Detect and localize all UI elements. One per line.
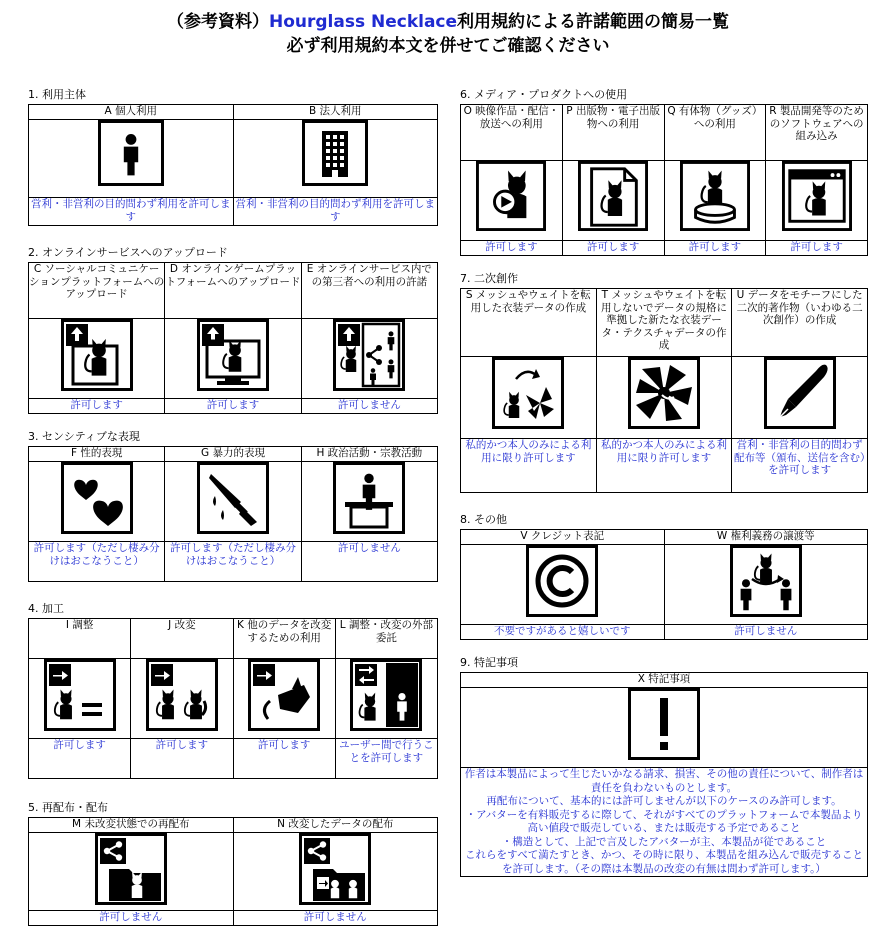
verdict-cell: 許可しません (233, 911, 438, 926)
verdict-cell: 私的かつ本人のみによる利用に限り許可します (461, 439, 597, 493)
verdict-cell: 許可します（ただし棲み分けはおこなうこと） (29, 542, 165, 582)
verdict-cell: 営利・非営利の目的問わず利用を許可します (29, 198, 234, 226)
header-cell: P 出版物・電子出版物への利用 (562, 105, 664, 161)
header-cell: B 法人利用 (233, 105, 438, 120)
modify-icon (146, 659, 218, 731)
icon-cell (29, 833, 234, 911)
verdict-cell: 許可します (562, 241, 664, 256)
permission-table (28, 262, 438, 414)
verdict-cell: ユーザー間で行うことを許可します (335, 739, 437, 779)
note-line: これらをすべて満たすとき、かつ、その時に限り、本製品を組み込んで販売することを許可します。（その際は本製品の改変の有無は問わず許可します。） (465, 849, 863, 875)
verdict-cell: 許可します（ただし棲み分けはおこなうこと） (165, 542, 301, 582)
header-cell: A 個人利用 (29, 105, 234, 120)
icon-cell (233, 833, 438, 911)
verdict-cell: 許可しません (664, 625, 868, 640)
note-line: 再配布について、基本的には許可しませんが以下のケースのみ許可します。 (486, 795, 842, 807)
adjust-icon (44, 659, 116, 731)
outsource-icon (350, 659, 422, 731)
icon-cell (664, 161, 766, 241)
header-cell: V クレジット表記 (461, 530, 665, 545)
title-prefix: （参考資料） (166, 12, 269, 32)
header-cell: S メッシュやウェイトを転用した衣装データの作成 (461, 289, 597, 357)
verdict-cell: 営利・非営利の目的問わず利用を許可します (233, 198, 438, 226)
header-cell: J 改変 (131, 619, 233, 659)
section-sensitive-expression (28, 430, 438, 582)
header-cell: R 製品開発等のためのソフトウェアへの組み込み (766, 105, 868, 161)
share-users-icon (333, 319, 405, 391)
figure-icon (680, 161, 750, 231)
permission-table (460, 672, 868, 877)
icon-cell (562, 161, 664, 241)
icon-cell (596, 357, 732, 439)
icon-cell (664, 545, 868, 625)
section-redistribution (28, 801, 438, 926)
verdict-cell: 許可します (29, 739, 131, 779)
verdict-cell: 私的かつ本人のみによる利用に限り許可します (596, 439, 732, 493)
icon-cell (165, 462, 301, 542)
header-cell: U データをモチーフにした二次的著作物（いわゆる二次創作）の作成 (732, 289, 868, 357)
header-cell: N 改変したデータの配布 (233, 818, 438, 833)
header-cell: L 調整・改変の外部委託 (335, 619, 437, 659)
outfit-icon (492, 357, 564, 429)
header-cell: X 特記事項 (461, 673, 868, 688)
permission-table (28, 446, 438, 582)
verdict-cell: 許可します (233, 739, 335, 779)
section-title: 6. メディア・プロダクトへの使用 (460, 88, 628, 101)
section-title: 7. 二次創作 (460, 272, 518, 285)
permission-table (460, 104, 868, 256)
section-online-upload (28, 246, 438, 414)
icon-cell (29, 319, 165, 399)
header-cell: M 未改変状態での再配布 (29, 818, 234, 833)
podium-icon (333, 462, 405, 534)
icon-cell (732, 357, 868, 439)
header-cell: D オンラインゲームプラットフォームへのアップロード (165, 263, 301, 319)
section-title: 9. 特記事項 (460, 656, 518, 669)
icon-cell (461, 357, 597, 439)
section-title: 8. その他 (460, 513, 507, 526)
header-cell: C ソーシャルコミュニケーションプラットフォームへのアップロード (29, 263, 165, 319)
header-cell: T メッシュやウェイトを転用しないでデータの規格に準拠した新たな衣装データ・テクスチャデータの作成 (596, 289, 732, 357)
upload-cat-icon (61, 319, 133, 391)
software-icon (782, 161, 852, 231)
section-processing (28, 602, 438, 779)
section-derivative-works (460, 272, 868, 493)
icon-cell (29, 120, 234, 198)
verdict-cell: 許可します (664, 241, 766, 256)
permission-table (28, 104, 438, 226)
icon-cell (165, 319, 301, 399)
icon-cell (29, 659, 131, 739)
notes-cell (461, 768, 868, 877)
section-media-product (460, 88, 868, 256)
header-cell: G 暴力的表現 (165, 447, 301, 462)
title-product-name: Hourglass Necklace (268, 12, 458, 32)
header-cell: W 権利義務の譲渡等 (664, 530, 868, 545)
icon-cell (461, 688, 868, 768)
header-cell: E オンラインサービス内での第三者への利用の許諾 (301, 263, 437, 319)
icon-cell (131, 659, 233, 739)
verdict-cell: 許可しません (29, 911, 234, 926)
title-line-1 (0, 10, 896, 34)
copyright-icon (526, 545, 598, 617)
transfer-icon (730, 545, 802, 617)
verdict-cell: 許可しません (301, 542, 437, 582)
section-title: 1. 利用主体 (28, 88, 86, 101)
permission-table (28, 618, 438, 779)
header-cell: F 性的表現 (29, 447, 165, 462)
permission-table (28, 817, 438, 926)
page-title (0, 10, 896, 58)
building-icon (302, 120, 368, 186)
upload-monitor-icon (197, 319, 269, 391)
icon-cell (301, 462, 437, 542)
verdict-cell: 許可します (766, 241, 868, 256)
permission-table (460, 288, 868, 493)
note-line: 作者は本製品によって生じたいかなる請求、損害、その他の責任について、制作者は責任を負わないものとします。 (464, 768, 864, 794)
verdict-cell: 営利・非営利の目的問わず配布等（頒布、送信を含む）を許可します (732, 439, 868, 493)
icon-cell (335, 659, 437, 739)
person-icon (98, 120, 164, 186)
icon-cell (461, 545, 665, 625)
reuse-icon (248, 659, 320, 731)
new-outfit-icon (628, 357, 700, 429)
header-cell: I 調整 (29, 619, 131, 659)
icon-cell (29, 462, 165, 542)
exclamation-icon (628, 688, 700, 760)
icon-cell (233, 659, 335, 739)
section-other (460, 513, 868, 640)
icon-cell (301, 319, 437, 399)
section-title: 5. 再配布・配布 (28, 801, 108, 814)
icon-cell (766, 161, 868, 241)
note-line: ・構造として、上記で言及したアバターが主、本製品が従であること (501, 835, 827, 848)
header-cell: Q 有体物（グッズ）への利用 (664, 105, 766, 161)
verdict-cell: 許可します (29, 399, 165, 414)
note-line: ・アバターを有料販売するに際して、それがすべてのプラットフォームで本製品より高い値段で販売している、または販売する予定であること (465, 808, 863, 834)
verdict-cell: 不要ですがあると嬉しいです (461, 625, 665, 640)
share-folder-icon (95, 833, 167, 905)
verdict-cell: 許可します (131, 739, 233, 779)
icon-cell (461, 161, 563, 241)
section-special-notes (460, 656, 868, 877)
hearts-icon (61, 462, 133, 534)
header-cell: O 映像作品・配信・放送への利用 (461, 105, 563, 161)
section-usage-subject (28, 88, 438, 226)
header-cell: H 政治活動・宗教活動 (301, 447, 437, 462)
knife-icon (197, 462, 269, 534)
verdict-cell: 許可しません (301, 399, 437, 414)
section-title: 4. 加工 (28, 602, 64, 615)
video-icon (476, 161, 546, 231)
verdict-cell: 許可します (461, 241, 563, 256)
share-modified-icon (299, 833, 371, 905)
publication-icon (578, 161, 648, 231)
permission-table (460, 529, 868, 640)
section-title: 3. センシティブな表現 (28, 430, 140, 443)
verdict-cell: 許可します (165, 399, 301, 414)
title-line-2: 必ず利用規約本文を併せてご確認ください (286, 36, 610, 56)
title-suffix: 利用規約による許諾範囲の簡易一覧 (457, 12, 730, 32)
pen-icon (764, 357, 836, 429)
section-title: 2. オンラインサービスへのアップロード (28, 246, 228, 259)
icon-cell (233, 120, 438, 198)
header-cell: K 他のデータを改変するための利用 (233, 619, 335, 659)
